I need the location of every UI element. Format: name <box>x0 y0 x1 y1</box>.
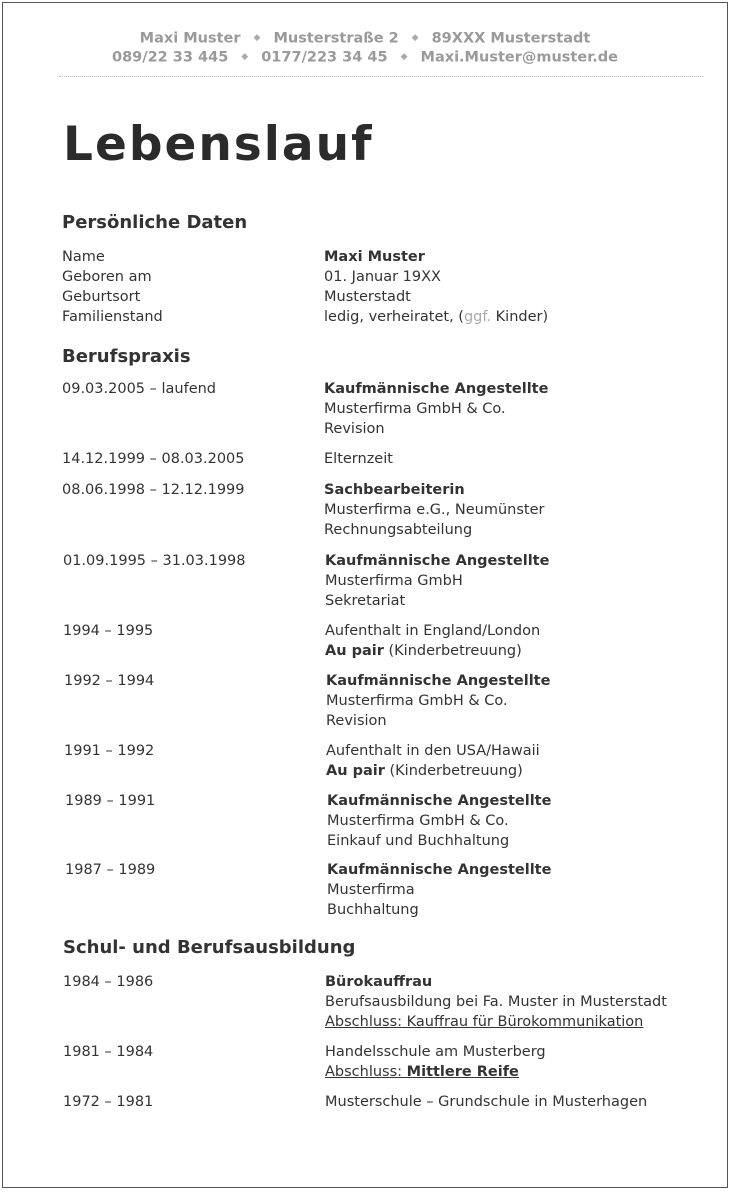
education-school: Musterschule – Grundschule in Musterhagen <box>325 1094 648 1110</box>
contact-header <box>3 29 727 67</box>
personal-label: Geboren am <box>62 269 152 285</box>
career-company: Musterfirma <box>327 882 415 898</box>
au-pair-label: Au pair <box>325 643 384 659</box>
career-date: 1992 – 1994 <box>64 673 155 689</box>
degree-prefix: Abschluss: <box>325 1064 407 1080</box>
career-date: 01.09.1995 – 31.03.1998 <box>63 553 246 569</box>
career-date: 1994 – 1995 <box>63 623 154 639</box>
career-activity: Aufenthalt in England/London <box>325 623 541 639</box>
career-date: 09.03.2005 – laufend <box>62 381 217 397</box>
career-department: Rechnungsabteilung <box>324 522 473 538</box>
marital-status-optional: ggf. <box>463 309 492 325</box>
career-company: Musterfirma GmbH & Co. <box>324 401 506 417</box>
career-department: Einkauf und Buchhaltung <box>327 833 510 849</box>
contact-phone: 089/22 33 445 <box>112 49 229 66</box>
au-pair-detail: (Kinderbetreuung) <box>383 643 522 659</box>
education-date: 1984 – 1986 <box>63 974 154 990</box>
personal-label: Geburtsort <box>62 289 141 305</box>
career-title: Sachbearbeiterin <box>324 482 465 498</box>
diamond-icon: ◆ <box>400 52 408 62</box>
career-activity: Aufenthalt in den USA/Hawaii <box>326 743 540 759</box>
personal-value: Maxi Muster <box>324 249 425 265</box>
career-activity-detail <box>325 641 522 661</box>
education-degree: Abschluss: Kauffrau für Bürokommunikation <box>325 1014 644 1030</box>
career-activity-detail <box>326 761 523 781</box>
career-department: Buchhaltung <box>327 902 419 918</box>
diamond-icon: ◆ <box>411 33 419 43</box>
personal-value: 01. Januar 19XX <box>324 269 441 285</box>
au-pair-detail: (Kinderbetreuung) <box>384 763 523 779</box>
personal-label: Familienstand <box>62 309 163 325</box>
contact-city: 89XXX Musterstadt <box>431 30 591 47</box>
contact-street: Musterstraße 2 <box>273 30 399 47</box>
education-title: Bürokauffrau <box>325 974 433 990</box>
education-school: Handelsschule am Musterberg <box>325 1044 546 1060</box>
career-date: 1989 – 1991 <box>65 793 156 809</box>
personal-value: Musterstadt <box>324 289 411 305</box>
education-detail: Berufsausbildung bei Fa. Muster in Musterstadt <box>325 994 667 1010</box>
education-date: 1981 – 1984 <box>63 1044 154 1060</box>
career-title: Kaufmännische Angestellte <box>324 381 549 397</box>
career-company: Musterfirma e.G., Neumünster <box>324 502 545 518</box>
contact-email: Maxi.Muster@muster.de <box>420 49 618 66</box>
personal-label: Name <box>62 249 105 265</box>
personal-value <box>324 307 548 327</box>
career-activity: Elternzeit <box>324 451 393 467</box>
marital-status-children: Kinder) <box>491 309 549 325</box>
career-title: Kaufmännische Angestellte <box>326 673 551 689</box>
marital-status-text: ledig, verheiratet, ( <box>324 309 464 325</box>
career-title: Kaufmännische Angestellte <box>325 553 550 569</box>
education-degree <box>325 1062 519 1082</box>
section-heading-education: Schul- und Berufsausbildung <box>63 937 356 958</box>
career-title: Kaufmännische Angestellte <box>327 793 552 809</box>
education-date: 1972 – 1981 <box>63 1094 154 1110</box>
section-heading-career: Berufspraxis <box>62 346 191 367</box>
degree-name: Mittlere Reife <box>406 1064 519 1080</box>
career-company: Musterfirma GmbH <box>325 573 463 589</box>
document-title: Lebenslauf <box>63 117 374 172</box>
contact-name: Maxi Muster <box>139 30 241 47</box>
career-department: Revision <box>324 421 385 437</box>
diamond-icon: ◆ <box>253 33 261 43</box>
diamond-icon: ◆ <box>241 52 249 62</box>
cv-page <box>2 2 728 1188</box>
header-divider <box>59 76 703 77</box>
career-department: Revision <box>326 713 387 729</box>
career-company: Musterfirma GmbH & Co. <box>326 693 508 709</box>
section-heading-personal: Persönliche Daten <box>62 212 248 233</box>
career-department: Sekretariat <box>325 593 406 609</box>
career-date: 1987 – 1989 <box>65 862 156 878</box>
career-date: 08.06.1998 – 12.12.1999 <box>62 482 245 498</box>
career-company: Musterfirma GmbH & Co. <box>327 813 509 829</box>
career-date: 1991 – 1992 <box>64 743 155 759</box>
contact-mobile: 0177/223 34 45 <box>261 49 388 66</box>
career-date: 14.12.1999 – 08.03.2005 <box>62 451 245 467</box>
au-pair-label: Au pair <box>326 763 385 779</box>
career-title: Kaufmännische Angestellte <box>327 862 552 878</box>
